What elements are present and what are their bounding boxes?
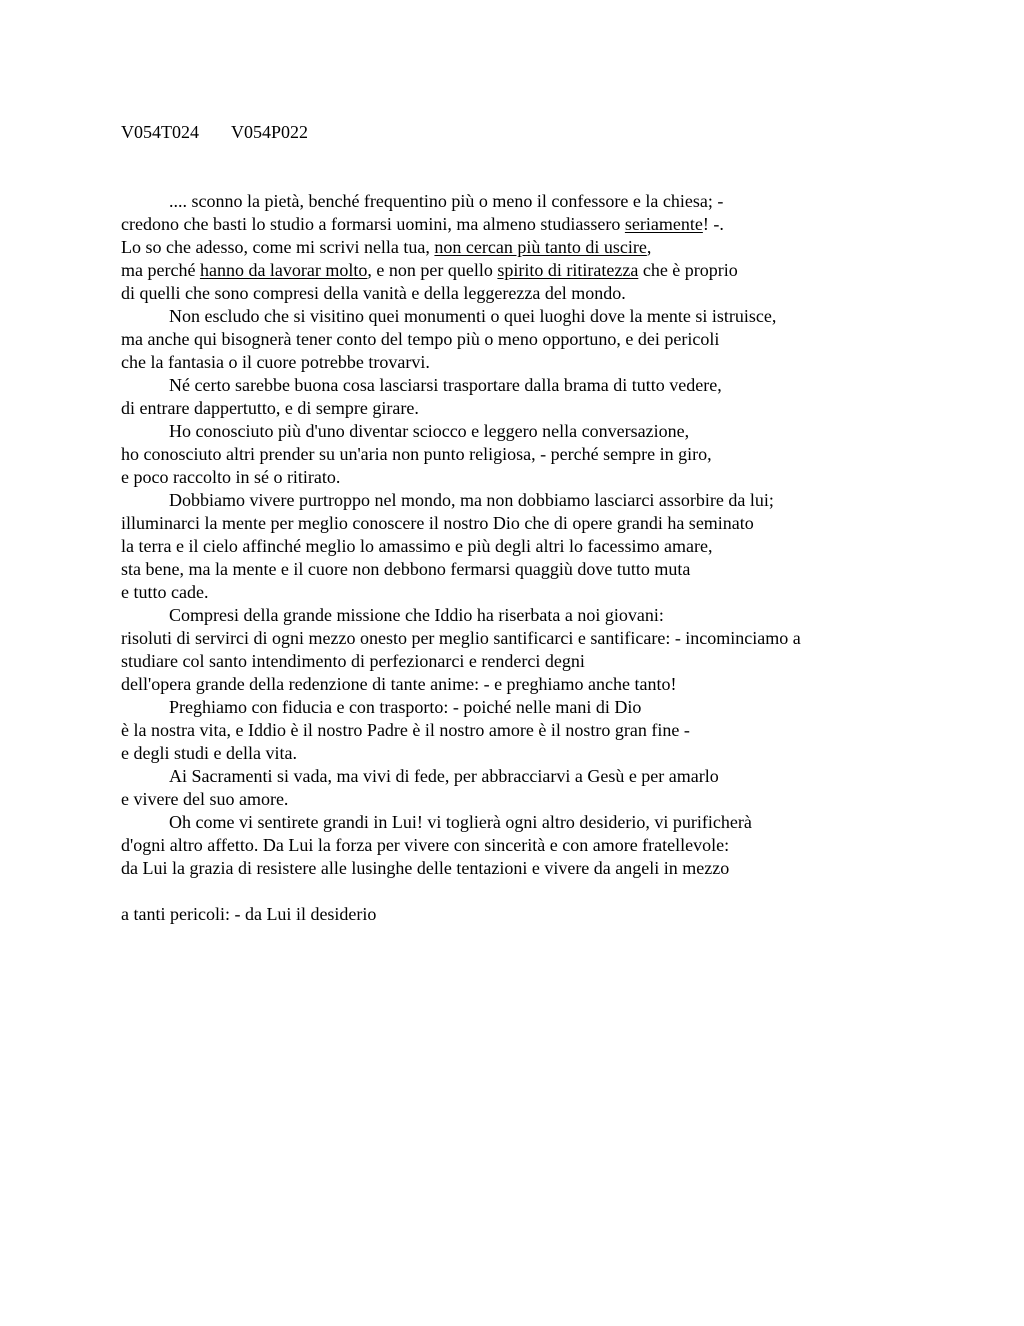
document-body xyxy=(121,190,1001,926)
text-segment: credono che basti lo studio a formarsi uomini, ma almeno studiassero xyxy=(121,214,625,234)
text-line: di quelli che sono compresi della vanità e della leggerezza del mondo. xyxy=(121,283,626,303)
text-line: da Lui la grazia di resistere alle lusinghe delle tentazioni e vivere da angeli in mezzo xyxy=(121,858,730,878)
text-line xyxy=(121,259,1001,282)
text-segment: , xyxy=(646,237,652,257)
underlined-text: spirito di ritiratezza xyxy=(497,260,639,280)
text-line: e poco raccolto in sé o ritirato. xyxy=(121,467,341,487)
text-line: illuminarci la mente per meglio conoscere il nostro Dio che di opere grandi ha seminato xyxy=(121,513,754,533)
text-line: risoluti di servirci di ogni mezzo onesto per meglio santificarci e santificare: - incominciamo a xyxy=(121,628,801,648)
text-line: e tutto cade. xyxy=(121,582,209,602)
text-line: Oh come vi sentirete grandi in Lui! vi toglierà ogni altro desiderio, vi purificherà xyxy=(169,812,752,832)
text-line: Compresi della grande missione che Iddio ha riserbata a noi giovani: xyxy=(169,605,664,625)
text-segment: che è proprio xyxy=(638,260,738,280)
text-line: a tanti pericoli: - da Lui il desiderio xyxy=(121,904,377,924)
text-line: sta bene, ma la mente e il cuore non debbono fermarsi quaggiù dove tutto muta xyxy=(121,559,691,579)
text-line xyxy=(121,236,1001,259)
text-line: e vivere del suo amore. xyxy=(121,789,289,809)
text-line: dell'opera grande della redenzione di tante anime: - e preghiamo anche tanto! xyxy=(121,674,677,694)
underlined-text: seriamente xyxy=(624,214,703,234)
text-line: è la nostra vita, e Iddio è il nostro Padre è il nostro amore è il nostro gran fine - xyxy=(121,720,690,740)
text-line: Ai Sacramenti si vada, ma vivi di fede, per abbracciarvi a Gesù e per amarlo xyxy=(169,766,719,786)
text-line: Non escludo che si visitino quei monumenti o quei luoghi dove la mente si istruisce, xyxy=(169,306,777,326)
text-segment: ! -. xyxy=(702,214,724,234)
document-header xyxy=(121,121,308,144)
document-code-right: V054P022 xyxy=(231,122,309,142)
text-line: e degli studi e della vita. xyxy=(121,743,297,763)
text-line: ho conosciuto altri prender su un'aria non punto religiosa, - perché sempre in giro, xyxy=(121,444,712,464)
text-line: ma anche qui bisognerà tener conto del tempo più o meno opportuno, e dei pericoli xyxy=(121,329,720,349)
text-line: di entrare dappertutto, e di sempre girare. xyxy=(121,398,419,418)
text-line: la terra e il cielo affinché meglio lo amassimo e più degli altri lo facessimo amare, xyxy=(121,536,713,556)
text-line: studiare col santo intendimento di perfezionarci e renderci degni xyxy=(121,651,585,671)
text-line: Preghiamo con fiducia e con trasporto: - poiché nelle mani di Dio xyxy=(169,697,642,717)
text-segment: Lo so che adesso, come mi scrivi nella tua, xyxy=(121,237,435,257)
underlined-text: hanno da lavorar molto xyxy=(199,260,368,280)
text-line: Ho conosciuto più d'uno diventar sciocco e leggero nella conversazione, xyxy=(169,421,690,441)
text-line: Dobbiamo vivere purtroppo nel mondo, ma non dobbiamo lasciarci assorbire da lui; xyxy=(169,490,774,510)
blank-line xyxy=(121,880,1001,903)
text-line: che la fantasia o il cuore potrebbe trovarvi. xyxy=(121,352,430,372)
text-segment: , e non per quello xyxy=(367,260,498,280)
underlined-text: non cercan più tanto di uscire xyxy=(434,237,647,257)
document-code-left: V054T024 xyxy=(121,122,199,142)
text-line: .... sconno la pietà, benché frequentino più o meno il confessore e la chiesa; - xyxy=(169,191,724,211)
text-line: d'ogni altro affetto. Da Lui la forza per vivere con sincerità e con amore fratellevole: xyxy=(121,835,730,855)
text-line: Né certo sarebbe buona cosa lasciarsi trasportare dalla brama di tutto vedere, xyxy=(169,375,722,395)
text-line xyxy=(121,213,1001,236)
text-segment: ma perché xyxy=(121,260,200,280)
